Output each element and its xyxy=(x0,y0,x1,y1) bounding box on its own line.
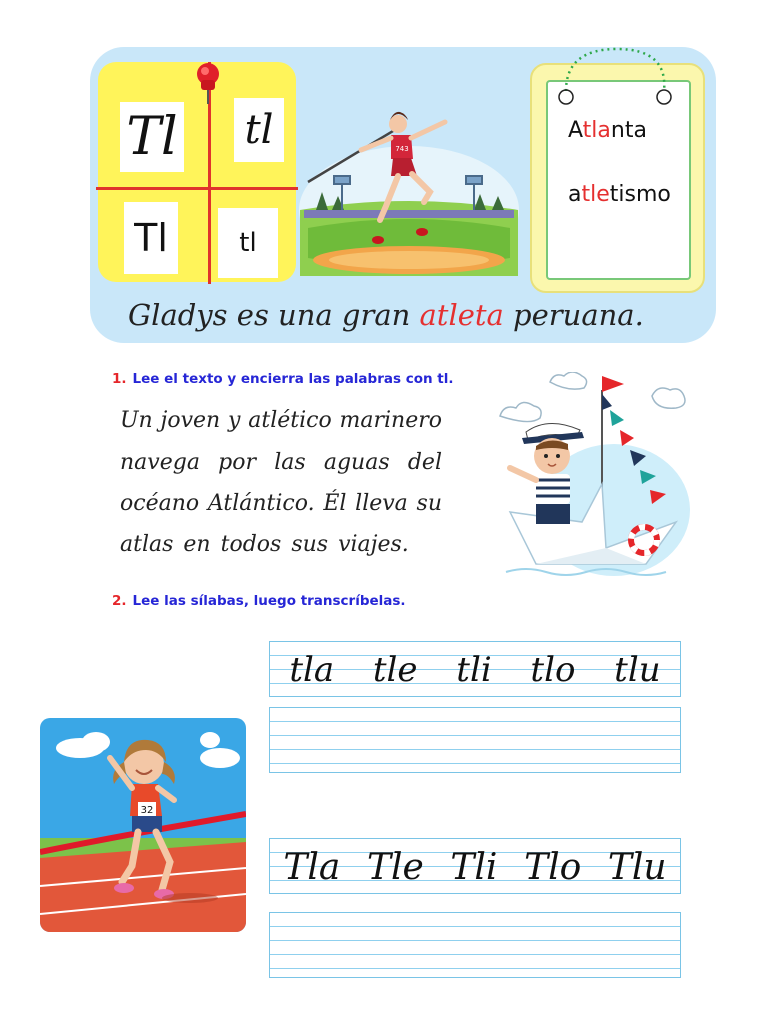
syllable-tle: tle xyxy=(372,650,418,690)
syllable-Tlo: Tlo xyxy=(524,846,582,888)
reading-line-4: atlas en todos sus viajes. xyxy=(120,532,409,557)
tile-print-lower: tl xyxy=(218,208,278,278)
syllable-Tli: Tli xyxy=(450,846,498,888)
instruction-1: 1. Lee el texto y encierra las palabras con tl. xyxy=(112,371,454,387)
writing-strip-upper-practice[interactable] xyxy=(269,912,681,978)
syllable-tla: tla xyxy=(289,650,335,690)
writing-strip-lower-practice[interactable] xyxy=(269,707,681,773)
runner-bib: 743 xyxy=(395,145,409,153)
reading-line-2: navega por las aguas del xyxy=(120,450,442,475)
tile-print-upper: Tl xyxy=(124,202,178,274)
word-atlanta: Atlanta xyxy=(568,118,647,143)
syllable-Tlu: Tlu xyxy=(607,846,667,888)
writing-strip-lower-model xyxy=(269,641,681,697)
syllable-tlo: tlo xyxy=(530,650,576,690)
sailor-boat-illustration xyxy=(496,372,692,584)
javelin-thrower-illustration xyxy=(298,110,520,276)
word-atletismo: atletismo xyxy=(568,182,671,207)
runner-girl-illustration xyxy=(40,718,246,932)
tile-cursive-lower: tl xyxy=(234,98,284,162)
syllable-tli: tli xyxy=(456,650,492,690)
reading-line-1: Un joven y atlético marinero xyxy=(120,408,442,433)
runner2-bib: 32 xyxy=(140,805,154,816)
syllable-tlu: tlu xyxy=(614,650,661,690)
instruction-2: 2. Lee las sílabas, luego transcríbelas. xyxy=(112,593,406,609)
syllable-Tle: Tle xyxy=(366,846,424,888)
cross-line-horizontal xyxy=(96,187,298,190)
pushpin-icon xyxy=(193,62,223,104)
header-sentence: Gladys es una gran atleta peruana. xyxy=(128,298,644,332)
reading-line-3: océano Atlántico. Él lleva su xyxy=(120,491,442,516)
tile-cursive-upper: Tl xyxy=(120,102,184,172)
hanger-icon xyxy=(552,45,682,111)
syllable-Tla: Tla xyxy=(283,846,341,888)
writing-strip-upper-model xyxy=(269,838,681,894)
